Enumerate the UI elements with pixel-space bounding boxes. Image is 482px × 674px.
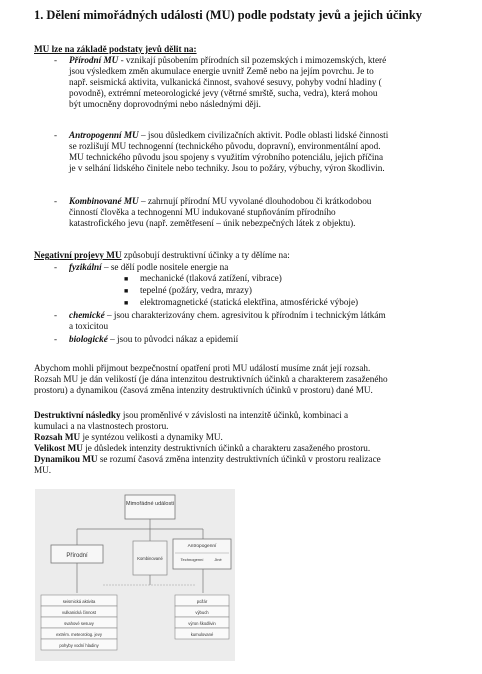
destructive-line: kumulaci a na vlastnostech prostoru. [34, 421, 169, 432]
anthropogenic-mu-term: Antropogenní MU [69, 130, 139, 140]
diagram-top-label: Mimořádné události [126, 501, 174, 507]
range-term: Rozsah MU [34, 432, 81, 443]
diagram-natural-list-item: seismická aktivita [62, 599, 96, 604]
dash-marker: - [54, 334, 58, 344]
dynamics-line: MU. [34, 465, 52, 476]
diagram-natural-list-item: pohyby vodní hladiny [59, 643, 99, 648]
page-title: 1. Dělení mimořádných události (MU) podle podstaty jevů a jejich účinky [34, 8, 422, 22]
physical-term: fyzikální [69, 262, 102, 272]
bullet-marker: ■ [124, 299, 129, 307]
diagram-anthropogenic-list-item: výron škodlivin [188, 621, 216, 626]
chemical-line: – jsou charakterizovány chem. agresivitou k přírodním i technickým látkám [104, 310, 386, 320]
anthropogenic-mu-line: MU technického původu jsou spojeny s využitím výrobního potenciálu, jejich příčina [69, 152, 384, 163]
mu-classification-diagram [35, 489, 235, 661]
size-text: je důsledek intenzity destruktivních účinků a charakteru zasaženého prostoru. [82, 443, 371, 454]
range-text: je syntézou velikosti a dynamiky MU. [80, 432, 223, 443]
combined-mu-line: – zahrnují přírodní MU vyvolané dlouhodobou či krátkodobou [138, 196, 372, 206]
biological-term: biologické [69, 334, 108, 344]
negative-effects-heading [34, 250, 290, 261]
diagram-technogenic-label: Technogenní [180, 557, 204, 562]
chemical-line: a toxicitou [69, 321, 109, 332]
bullet-marker: ■ [124, 287, 129, 295]
diagram-natural-list [41, 595, 117, 650]
anthropogenic-mu-line: se rozlišují MU technogenní (technického původu, dopravní), environmentální apod. [69, 141, 381, 152]
dash-marker: - [54, 196, 58, 206]
dash-marker: - [54, 262, 58, 272]
biological-item [69, 334, 238, 345]
dynamics-term: Dynamikou MU [34, 454, 98, 465]
size-term: Velikost MU [34, 443, 83, 454]
dash-marker: - [54, 55, 58, 65]
natural-mu-term: Přírodní MU [69, 55, 119, 65]
diagram-anthropogenic-list-item: kumulované [190, 632, 214, 637]
anthropogenic-mu-line: – jsou důsledkem civilizačních aktivit. Podle oblasti lidské činnosti [138, 130, 389, 140]
combined-mu-item [69, 196, 479, 229]
definitions-block [34, 410, 479, 477]
natural-mu-line: povodně), extrémní meteorologické jevy (větrné smrště, sucha, vedra), která mohou [69, 88, 378, 99]
physical-text: – se dělí podle nositele energie na [101, 262, 229, 272]
bullet-marker: ■ [124, 275, 129, 283]
physical-bullet: tepelné (požáry, vedra, mrazy) [140, 285, 252, 295]
dash-marker: - [54, 310, 58, 320]
physical-item [69, 262, 228, 273]
natural-mu-item [69, 55, 479, 110]
natural-mu-line: - vznikají působením přírodních sil pozemských i mimozemských, které [118, 55, 387, 65]
biological-text: – jsou to původci nákaz a epidemií [107, 334, 239, 344]
combined-mu-term: Kombinované MU [69, 196, 139, 206]
destructive-line: jsou proměnlivé v závislosti na intenzitě účinků, kombinaci a [120, 410, 349, 420]
anthropogenic-mu-item [69, 130, 479, 174]
physical-bullet: mechanické (tlaková zatížení, vibrace) [140, 273, 282, 283]
diagram-natural-list-item: vulkanická činnost [62, 610, 96, 615]
diagram-anthropogenic-list [175, 595, 229, 639]
diagram-natural-list-item: svahové sesuvy [64, 621, 94, 626]
intro-heading: MU lze na základě podstaty jevů dělit na: [34, 44, 197, 54]
diagram-natural-list-item: extrém. meteorolog. jevy [56, 632, 102, 637]
paragraph-line: prostoru) a dynamikou (časová změna intenzity destruktivních účinků v prostoru) dané MU. [34, 385, 373, 396]
diagram-other-label: Jiné [214, 557, 222, 562]
destructive-term: Destruktivní následky [34, 410, 121, 420]
dash-marker: - [54, 130, 58, 140]
diagram-anthropogenic-list-item: požár [196, 599, 208, 604]
diagram-anthropogenic-label: Antropogenní [187, 544, 217, 549]
physical-bullet: elektromagnetické (statická elektřina, atmosférické výboje) [140, 297, 359, 307]
chemical-term: chemické [69, 310, 105, 320]
scope-paragraph [34, 363, 479, 396]
paragraph-line: Rozsah MU je dán velikostí (je dána intenzitou destruktivních účinků a charakterem zasaženého [34, 374, 388, 385]
dynamics-line: se rozumí časová změna intenzity destruktivních účinků v prostoru realizace [97, 454, 381, 465]
combined-mu-line: činností člověka a technogenní MU indukované stupňováním přírodního [69, 207, 336, 218]
natural-mu-line: např. seismická aktivita, vulkanická činnost, svahové sesuvy, pohyby vodní hladiny ( [69, 77, 382, 88]
combined-mu-line: katastrofického jevu (např. zemětřesení – únik nebezpečných látek z objektu). [69, 218, 356, 229]
natural-mu-line: být umocněny doprovodnými nebo následnými ději. [69, 99, 261, 110]
diagram-anthropogenic-list-item: výbuch [195, 610, 209, 615]
negative-effects-term: Negativní projevy MU [34, 250, 122, 260]
natural-mu-line: jsou výsledkem změn akumulace energie uvnitř Země nebo na jejím povrchu. Je to [69, 66, 374, 77]
chemical-item [69, 310, 479, 332]
paragraph-line: Abychom mohli přijmout bezpečnostní opatření proti MU událostí musíme znát její rozsah. [34, 363, 371, 373]
diagram-natural-label: Přírodní [66, 553, 88, 559]
anthropogenic-mu-line: je v selhání lidského činitele nebo techniky. Jsou to požáry, výbuchy, výron škodlivin. [69, 163, 385, 174]
diagram-top-box [125, 495, 175, 519]
diagram-combined-label: Kombinované [137, 556, 163, 561]
negative-effects-rest: způsobují destruktivní účinky a ty dělíme na: [121, 250, 290, 260]
